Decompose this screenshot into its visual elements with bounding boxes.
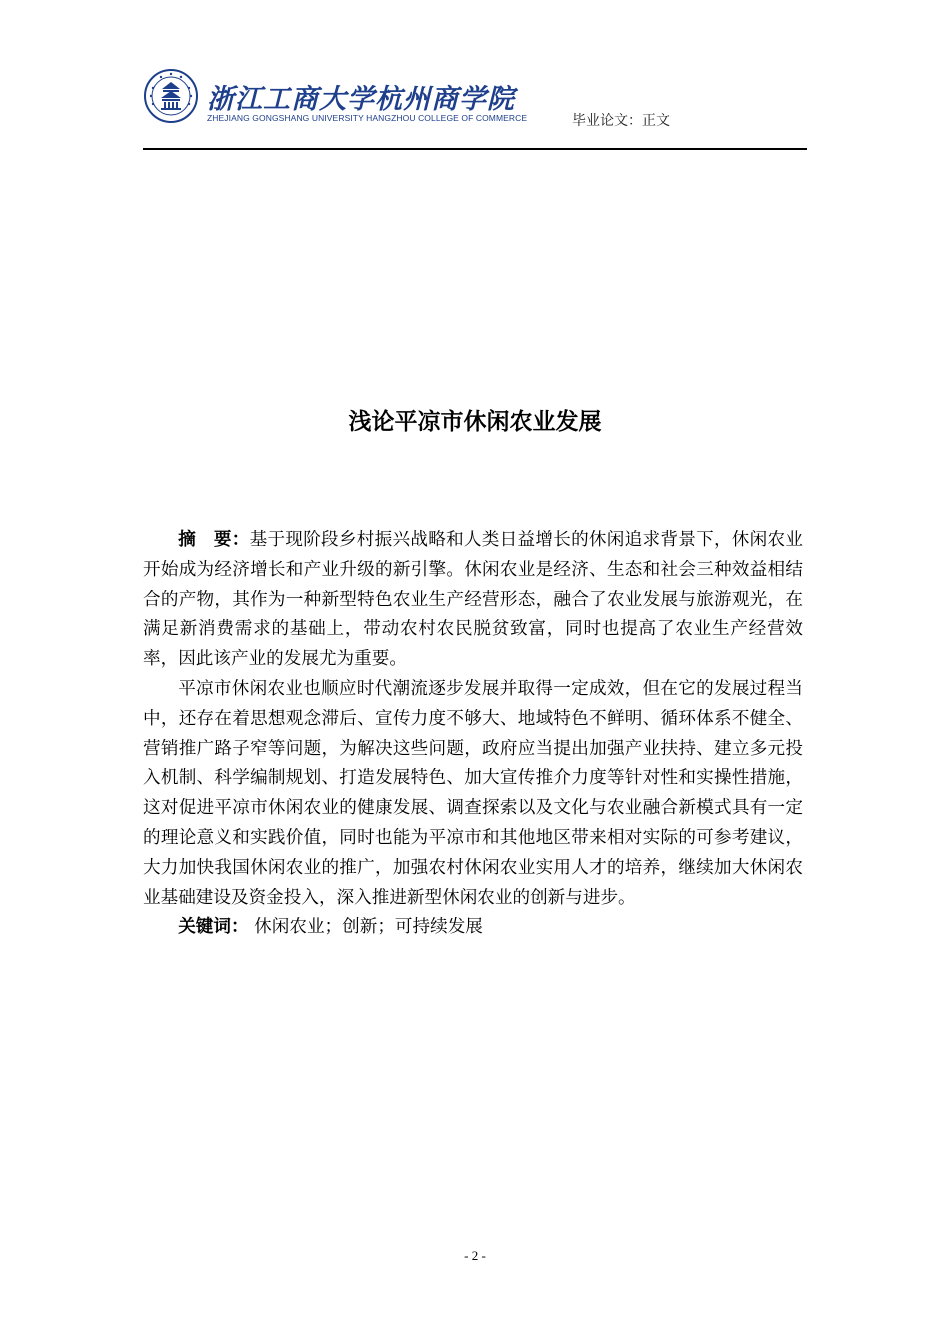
paper-title: 浅论平凉市休闲农业发展 xyxy=(348,409,602,435)
abstract-paragraph-1 xyxy=(143,526,803,675)
abstract-text-1: 基于现阶段乡村振兴战略和人类日益增长的休闲追求背景下，休闲农业开始成为经济增长和产业升级的新引擎。休闲农业是经济、生态和社会三种效益相结合的产物，其作为一种新型特色农业生产经营形态，融合了农业发展与旅游观光，在满足新消费需求的基础上，带动农村农民脱贫致富，同时也提高了农业生产经营效率，因此该产业的发展尤为重要。 xyxy=(143,530,803,670)
section-tag: 毕业论文：正文 xyxy=(572,113,670,129)
university-seal-icon xyxy=(143,68,199,124)
keywords-line xyxy=(143,913,803,943)
abstract-paragraph-2: 平凉市休闲农业也顺应时代潮流逐步发展并取得一定成效，但在它的发展过程当中，还存在着思想观念滞后、宣传力度不够大、地域特色不鲜明、循环体系不健全、营销推广路子窄等问题，为解决这些问题，政府应当提出加强产业扶持、建立多元投入机制、科学编制规划、打造发展特色、加大宣传推介力度等针对性和实操性措施，这对促进平凉市休闲农业的健康发展、调查探索以及文化与农业融合新模式具有一定的理论意义和实践价值，同时也能为平凉市和其他地区带来相对实际的可参考建议，大力加快我国休闲农业的推广，加强农村休闲农业实用人才的培养，继续加大休闲农业基础建设及资金投入，深入推进新型休闲农业的创新与进步。 xyxy=(143,678,803,908)
abstract-label: 摘 要： xyxy=(178,530,250,550)
page-number: - 2 - xyxy=(464,1248,486,1263)
page-header xyxy=(143,62,807,150)
header-divider xyxy=(143,148,807,150)
logo-name-en: ZHEJIANG GONGSHANG UNIVERSITY HANGZHOU COLLEGE OF COMMERCE xyxy=(207,113,528,123)
university-logo xyxy=(143,68,528,130)
logo-name-cn: 浙江工商大学杭州商学院 xyxy=(207,84,515,115)
keywords-label: 关键词： xyxy=(178,917,249,938)
keywords-value: 休闲农业；创新；可持续发展 xyxy=(254,917,483,938)
abstract-section xyxy=(143,526,803,943)
